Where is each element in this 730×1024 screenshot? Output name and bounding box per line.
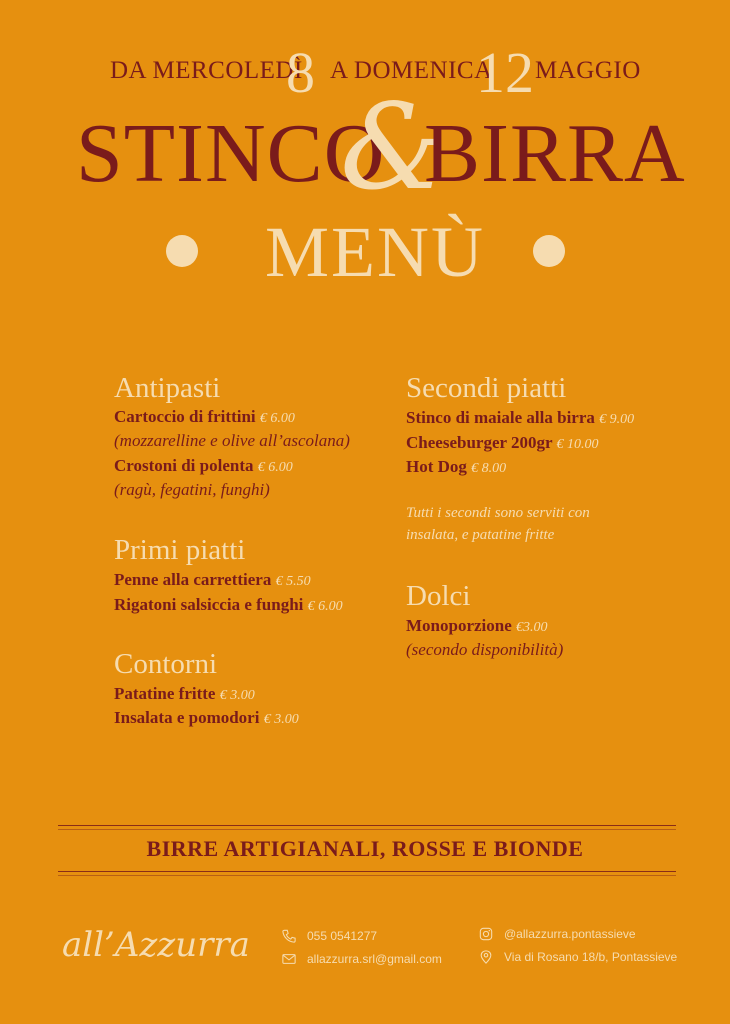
address: Via di Rosano 18/b, Pontassieve xyxy=(504,950,678,964)
menu-item xyxy=(406,409,634,427)
item-name: Hot Dog xyxy=(406,457,467,476)
section-title-secondi: Secondi piatti xyxy=(406,372,567,404)
item-name: Crostoni di polenta xyxy=(114,456,254,475)
section-title-dolci: Dolci xyxy=(406,580,471,612)
item-name: Stinco di maiale alla birra xyxy=(406,408,595,427)
divider-bottom xyxy=(58,871,676,872)
menu-item xyxy=(114,408,295,426)
item-price: € 6.00 xyxy=(307,599,343,614)
item-price: €3.00 xyxy=(516,620,548,635)
item-price: € 10.00 xyxy=(556,437,599,452)
item-price: € 6.00 xyxy=(257,460,293,475)
menu-item xyxy=(406,458,506,476)
mail-icon xyxy=(282,951,296,970)
item-price: € 8.00 xyxy=(471,461,507,476)
menu-title: MENÙ xyxy=(265,212,485,292)
item-note: (ragù, fegatini, funghi) xyxy=(114,480,270,499)
item-price: € 5.50 xyxy=(275,574,311,589)
date-from-day: 8 xyxy=(286,40,315,105)
decorative-dot-left xyxy=(166,235,198,267)
date-to-label: A DOMENICA xyxy=(330,57,493,84)
location-pin-icon xyxy=(479,949,493,968)
item-note: (secondo disponibilità) xyxy=(406,640,564,659)
beer-banner: BIRRE ARTIGIANALI, ROSSE E BIONDE xyxy=(146,836,584,861)
date-to-day: 12 xyxy=(476,40,534,105)
item-name: Patatine fritte xyxy=(114,684,216,703)
date-from-label: DA MERCOLEDÌ xyxy=(110,57,303,84)
item-price: € 3.00 xyxy=(219,688,255,703)
date-month: MAGGIO xyxy=(535,57,641,84)
item-note: (mozzarelline e olive all’ascolana) xyxy=(114,431,350,450)
title-birra: BIRRA xyxy=(424,107,686,200)
item-name: Penne alla carrettiera xyxy=(114,570,272,589)
menu-item xyxy=(114,709,299,727)
decorative-dot-right xyxy=(533,235,565,267)
title-stinco: STINCO xyxy=(76,107,386,200)
phone-number[interactable]: 055 0541277 xyxy=(307,929,378,943)
item-name: Insalata e pomodori xyxy=(114,708,260,727)
menu-item xyxy=(114,457,293,475)
item-price: € 9.00 xyxy=(599,412,635,427)
menu-item xyxy=(114,596,343,614)
item-name: Monoporzione xyxy=(406,616,512,635)
divider-top-thin xyxy=(58,829,676,830)
item-price: € 6.00 xyxy=(259,411,295,426)
item-price: € 3.00 xyxy=(263,712,299,727)
divider-bottom-thin xyxy=(58,875,676,876)
item-name: Cartoccio di frittini xyxy=(114,407,256,426)
email-address[interactable]: allazzurra.srl@gmail.com xyxy=(307,952,442,966)
logo: all’Azzurra xyxy=(62,925,250,965)
section-title-antipasti: Antipasti xyxy=(114,372,221,404)
divider-top xyxy=(58,825,676,826)
instagram-handle[interactable]: @allazzurra.pontassieve xyxy=(504,927,636,941)
menu-item xyxy=(406,617,548,635)
item-name: Cheeseburger 200gr xyxy=(406,433,553,452)
menu-item xyxy=(114,571,311,589)
secondi-note-line1: Tutti i secondi sono serviti con xyxy=(406,505,590,521)
section-title-primi: Primi piatti xyxy=(114,534,246,566)
title-ampersand: & xyxy=(340,78,446,216)
item-name: Rigatoni salsiccia e funghi xyxy=(114,595,304,614)
phone-icon xyxy=(282,928,296,947)
menu-item xyxy=(114,685,255,703)
section-title-contorni: Contorni xyxy=(114,648,218,680)
menu-item xyxy=(406,434,598,452)
instagram-icon xyxy=(479,926,493,945)
secondi-note xyxy=(406,502,590,546)
secondi-note-line2: insalata, e patatine fritte xyxy=(406,527,555,543)
